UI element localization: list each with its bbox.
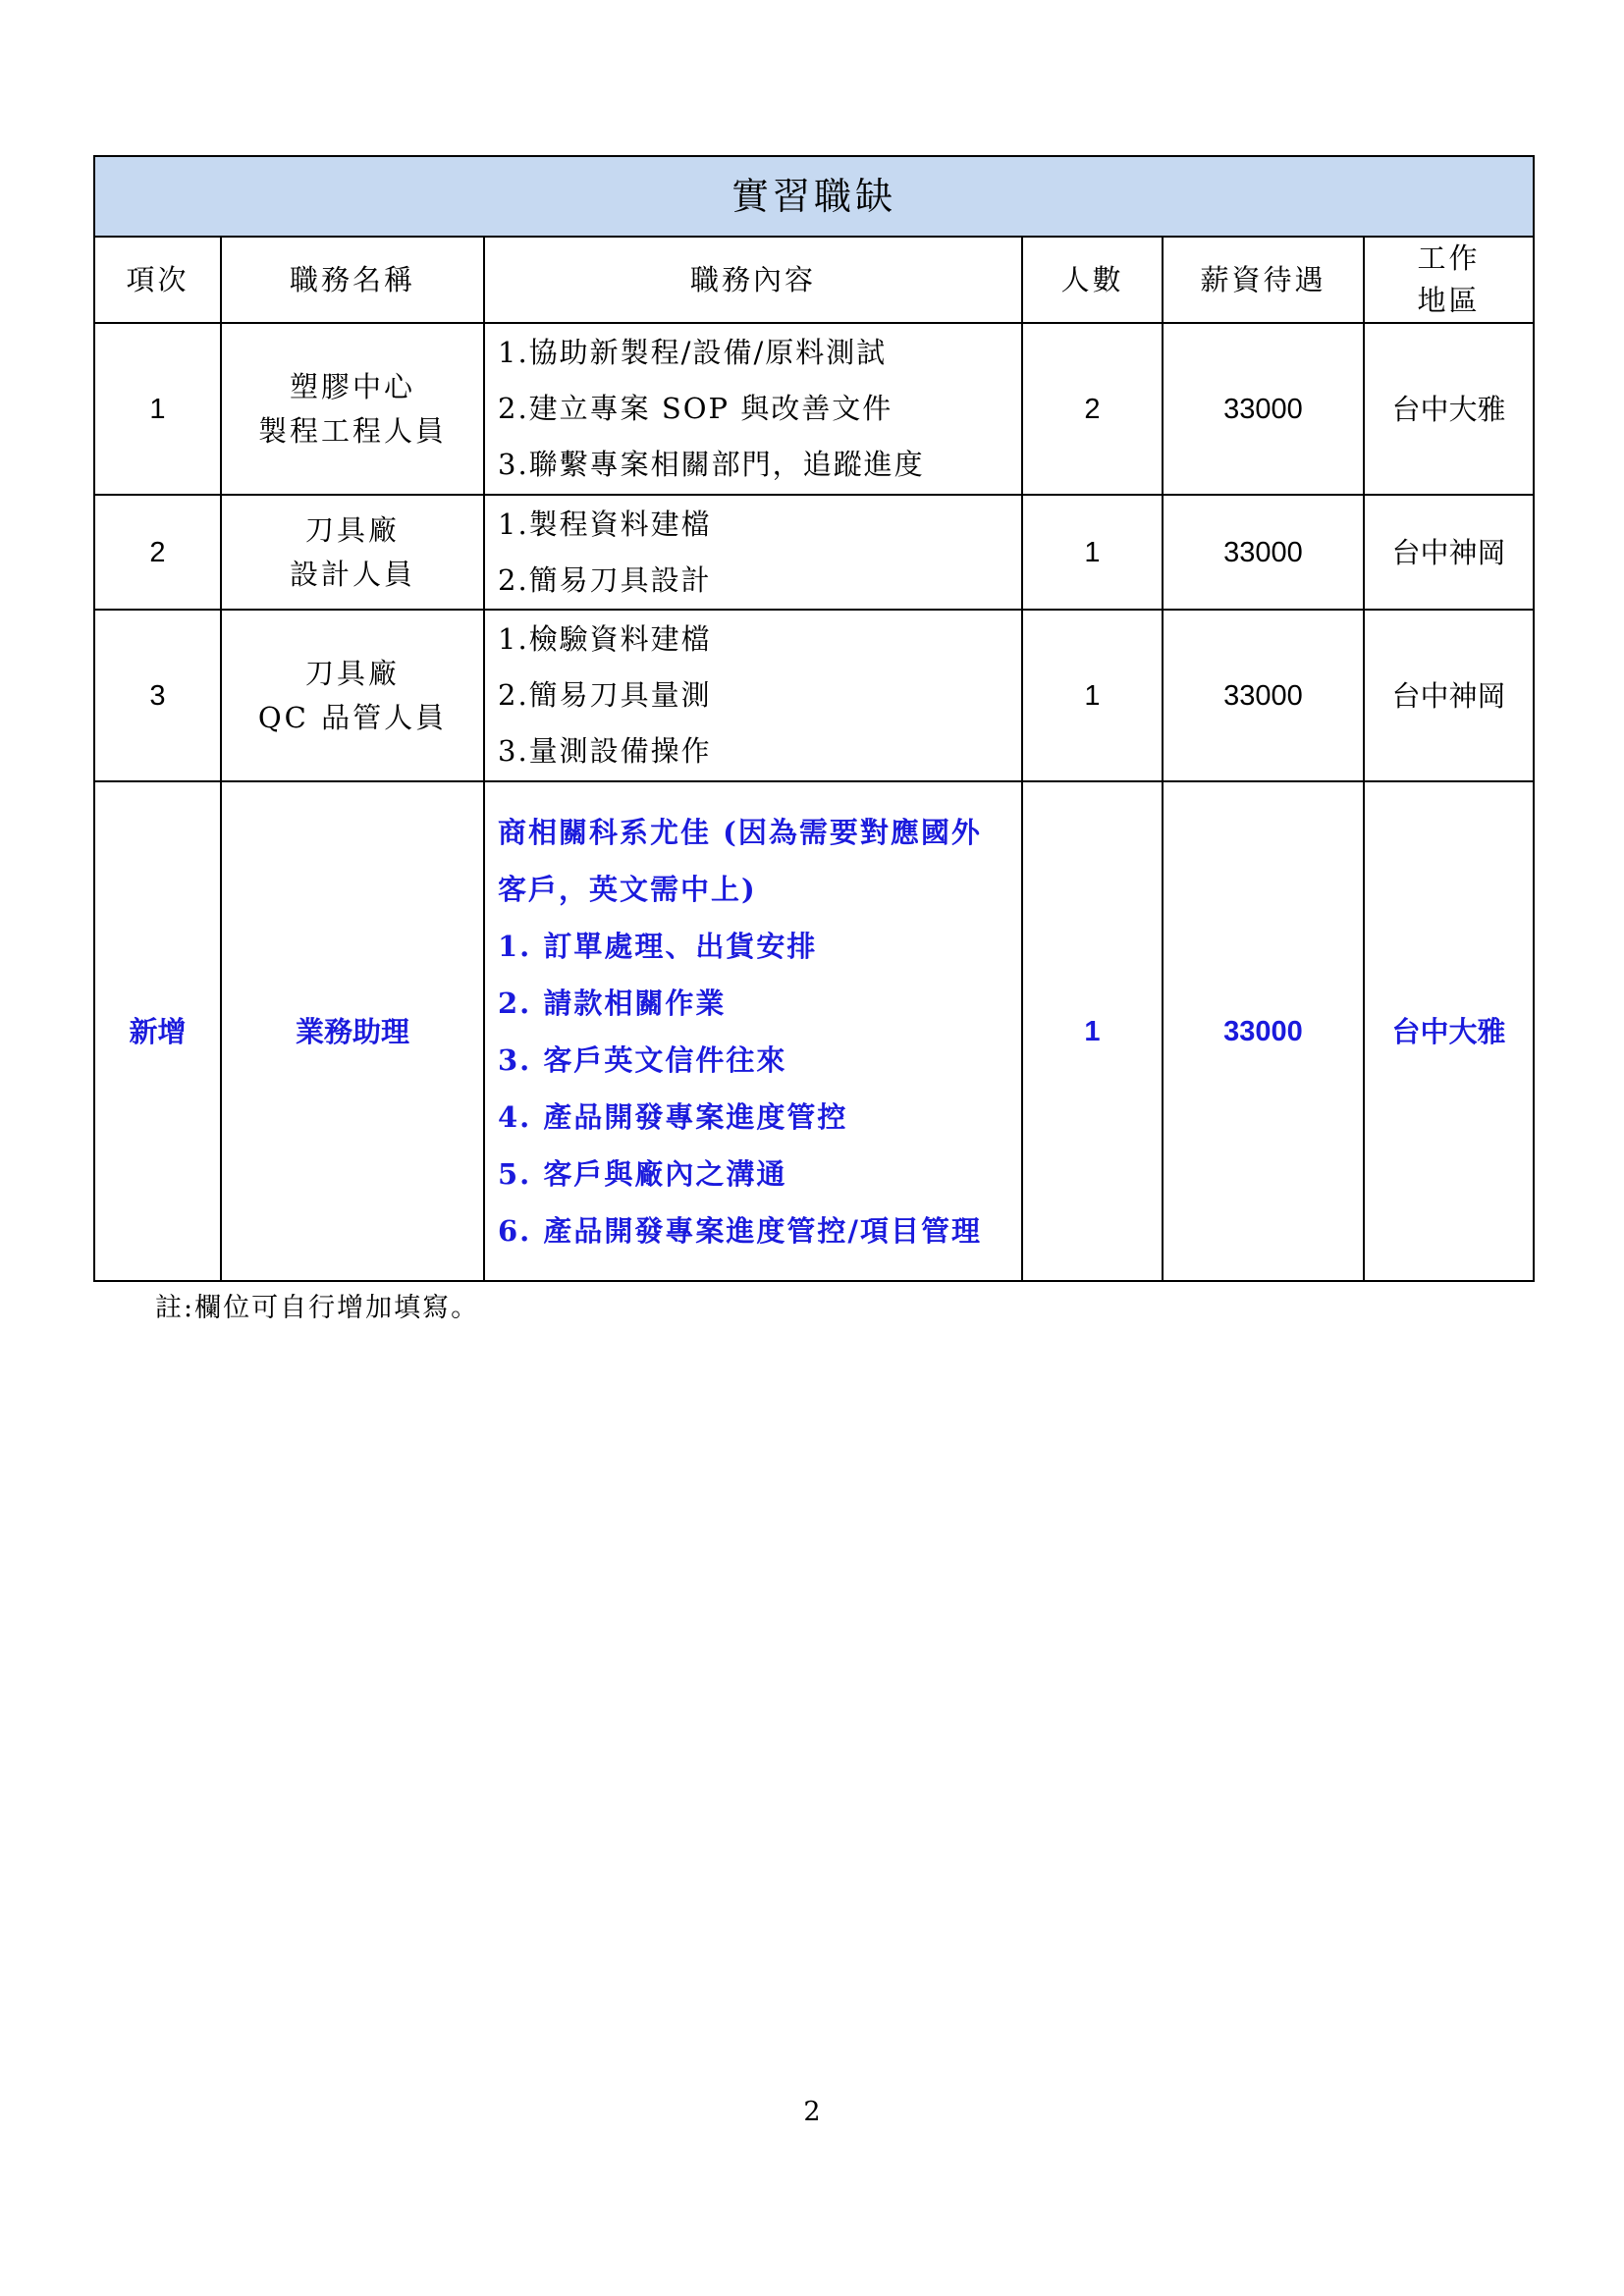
row-salary: 33000 <box>1163 323 1364 495</box>
row-salary: 33000 <box>1163 610 1364 781</box>
row-position: 業務助理 <box>221 781 484 1281</box>
content-item: 1.協助新製程/設備/原料測試 <box>498 336 888 369</box>
content-item: 3.聯繫專案相關部門，追蹤進度 <box>498 448 925 481</box>
row-location: 台中神岡 <box>1364 610 1534 781</box>
row-index: 3 <box>94 610 221 781</box>
content-item: 2.建立專案 SOP 與改善文件 <box>498 392 893 425</box>
row-salary: 33000 <box>1163 781 1364 1281</box>
header-index: 項次 <box>94 237 221 323</box>
content-item: 5. 客戶與廠內之溝通 <box>498 1156 787 1191</box>
header-location-line1: 工作 <box>1417 241 1481 275</box>
content-item: 2. 請款相關作業 <box>498 986 727 1020</box>
table-note: 註:欄位可自行增加填寫。 <box>155 1293 480 1323</box>
row-position <box>221 495 484 610</box>
internship-openings-table <box>93 155 1535 1282</box>
content-item: 1. 訂單處理、出貨安排 <box>498 929 818 963</box>
row-content <box>484 610 1022 781</box>
row-headcount: 1 <box>1022 610 1163 781</box>
row-location: 台中神岡 <box>1364 495 1534 610</box>
table-title: 實習職缺 <box>94 156 1534 237</box>
table-row <box>94 495 1534 610</box>
header-salary: 薪資待遇 <box>1163 237 1364 323</box>
content-item: 1.檢驗資料建檔 <box>498 622 712 656</box>
position-line: 塑膠中心 <box>289 369 415 403</box>
table-header-row <box>94 237 1534 323</box>
job-openings-sheet <box>93 155 1533 1282</box>
content-item: 2.簡易刀具設計 <box>498 562 712 597</box>
row-headcount: 1 <box>1022 495 1163 610</box>
row-position <box>221 610 484 781</box>
row-location: 台中大雅 <box>1364 781 1534 1281</box>
row-index: 2 <box>94 495 221 610</box>
table-row <box>94 610 1534 781</box>
position-line: 刀具廠 <box>304 512 400 547</box>
content-item: 3. 客戶英文信件往來 <box>498 1042 787 1077</box>
position-line: 製程工程人員 <box>257 413 447 448</box>
row-position <box>221 323 484 495</box>
row-salary: 33000 <box>1163 495 1364 610</box>
row-headcount: 2 <box>1022 323 1163 495</box>
content-item: 2.簡易刀具量測 <box>498 678 712 712</box>
content-item: 1.製程資料建檔 <box>498 507 712 541</box>
position-line: 設計人員 <box>289 557 415 591</box>
header-location-line2: 地區 <box>1417 284 1481 317</box>
page-number: 2 <box>803 2097 821 2127</box>
row-index: 新增 <box>94 781 221 1281</box>
content-item: 4. 產品開發專案進度管控 <box>498 1099 848 1134</box>
header-headcount: 人數 <box>1022 237 1163 323</box>
table-row-new <box>94 781 1534 1281</box>
row-content <box>484 495 1022 610</box>
content-intro: 商相關科系尤佳 (因為需要對應國外客戶，英文需中上) <box>498 815 982 906</box>
row-content <box>484 323 1022 495</box>
header-position: 職務名稱 <box>221 237 484 323</box>
content-item: 6. 產品開發專案進度管控/項目管理 <box>498 1213 982 1248</box>
header-content: 職務內容 <box>484 237 1022 323</box>
position-line: 刀具廠 <box>304 656 400 690</box>
header-location <box>1364 237 1534 323</box>
row-index: 1 <box>94 323 221 495</box>
position-line: QC 品管人員 <box>257 700 448 734</box>
row-headcount: 1 <box>1022 781 1163 1281</box>
content-item: 3.量測設備操作 <box>498 734 712 768</box>
table-row <box>94 323 1534 495</box>
row-location: 台中大雅 <box>1364 323 1534 495</box>
row-content <box>484 781 1022 1281</box>
